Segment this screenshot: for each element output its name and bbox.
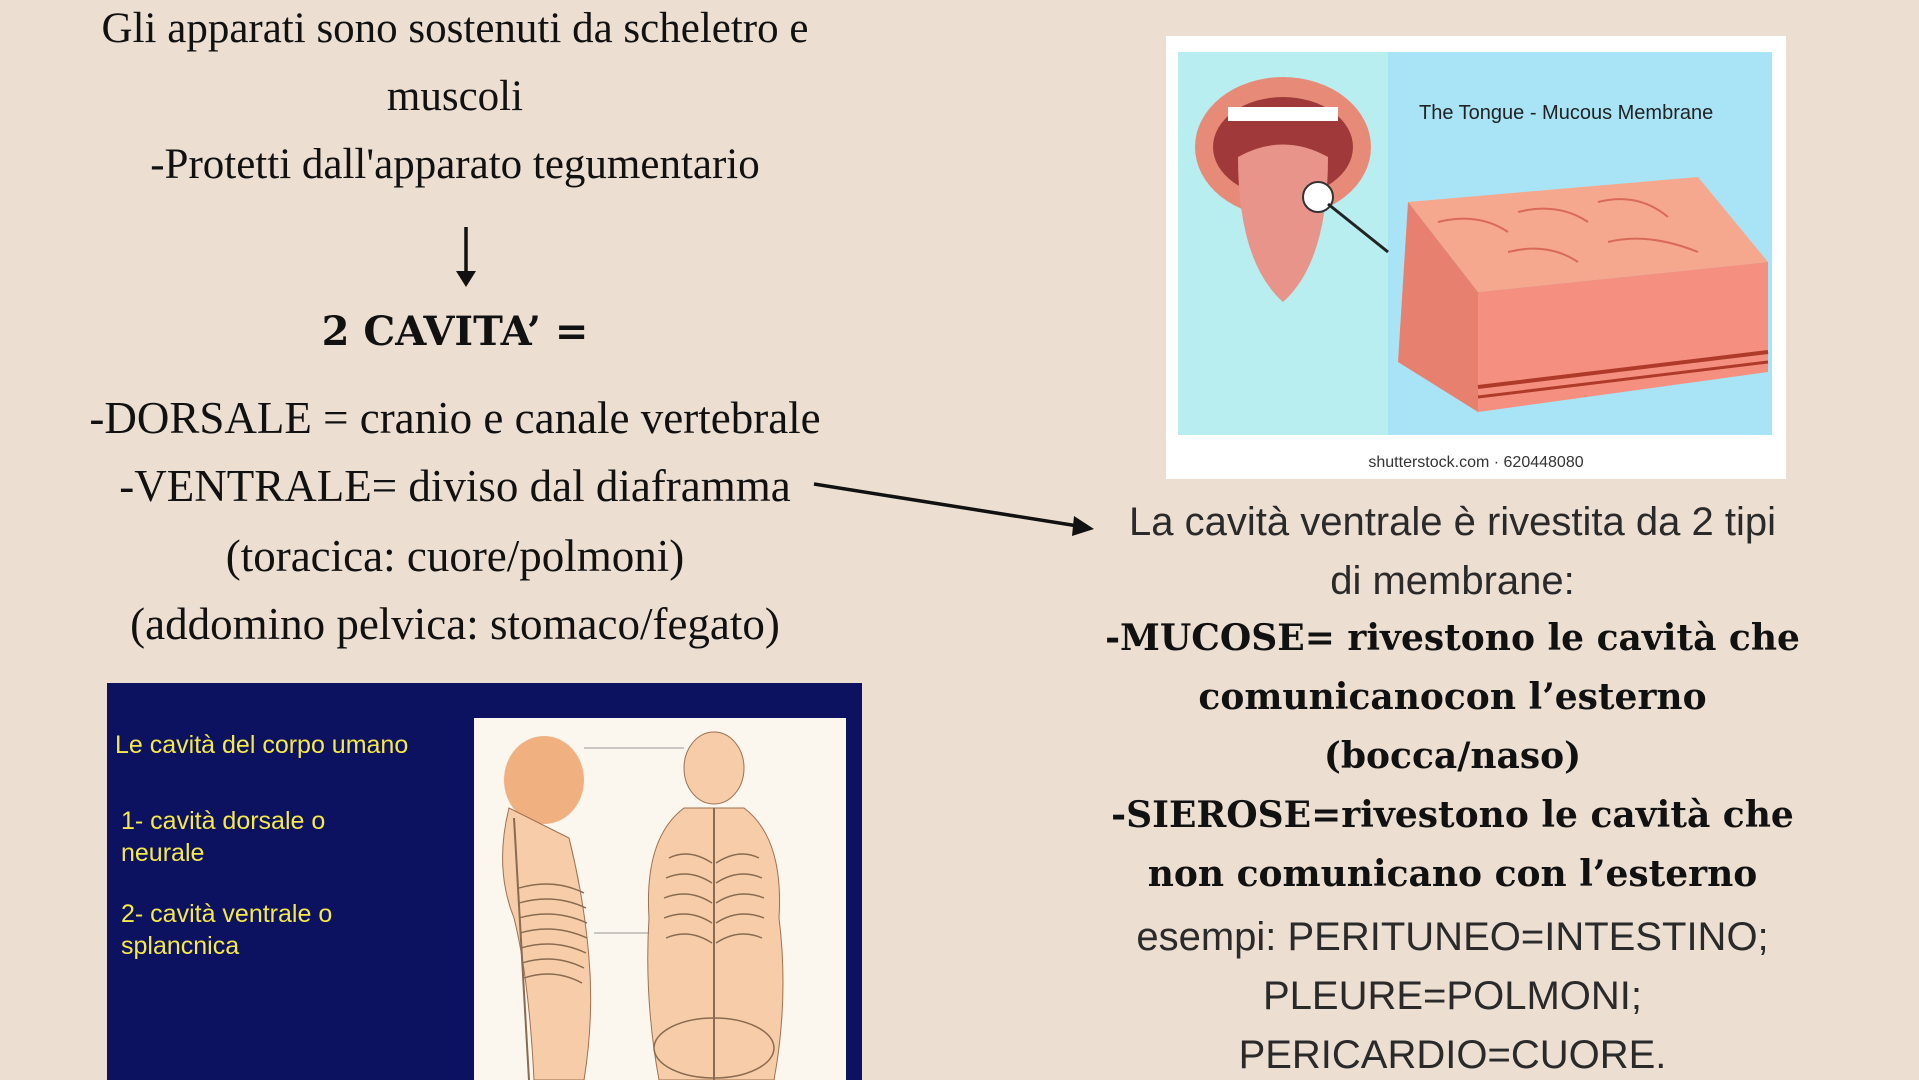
intro-line-1: Gli apparati sono sostenuti da scheletro e: [101, 5, 809, 52]
dorsale-line: -DORSALE = cranio e canale vertebrale: [89, 393, 821, 443]
anatomy-illustration: [474, 718, 846, 1080]
body-cavity-slide: [107, 683, 862, 1080]
slide-title: Le cavità del corpo umano: [115, 731, 409, 759]
esempi-line-2: PLEURE=POLMONI;: [1262, 974, 1642, 1018]
esempi-line-1: esempi: PERITUNEO=INTESTINO;: [1136, 915, 1769, 959]
tongue-image-credit: shutterstock.com · 620448080: [1368, 454, 1584, 471]
connector-arrow-icon: [810, 470, 1100, 540]
mucose-line-3: (bocca/naso): [1323, 735, 1582, 777]
mucose-line-2: comunicanocon l’esterno: [1198, 676, 1707, 718]
esempi-line-3: PERICARDIO=CUORE.: [1238, 1033, 1667, 1077]
slide-item-2-line-b: splancnica: [121, 932, 240, 960]
mucose-line-1: -MUCOSE= rivestono le cavità che: [1105, 617, 1800, 659]
intro-line-3: -Protetti dall'apparato tegumentario: [150, 141, 760, 188]
tongue-image: [1166, 36, 1786, 479]
toracica-line: (toracica: cuore/polmoni): [225, 531, 685, 581]
sierose-line-1: -SIEROSE=rivestono le cavità che: [1111, 794, 1794, 836]
intro-line-2: muscoli: [386, 73, 524, 120]
cavities-heading: 2 CAVITA’ =: [321, 308, 589, 355]
slide-item-1: [121, 805, 325, 869]
slide-item-1-line-b: neurale: [121, 839, 205, 867]
membranes-intro-line-1: La cavità ventrale è rivestita da 2 tipi: [1128, 500, 1776, 544]
membranes-intro-line-2: di membrane:: [1330, 559, 1575, 603]
slide-item-2: [121, 898, 332, 962]
slide-item-1-line-a: 1- cavità dorsale o: [121, 807, 326, 835]
down-arrow-icon: [452, 225, 480, 289]
slide-item-2-line-a: 2- cavità ventrale o: [121, 900, 333, 928]
ventrale-line: -VENTRALE= diviso dal diaframma: [119, 461, 791, 511]
addominale-line: (addomino pelvica: stomaco/fegato): [130, 599, 780, 649]
tongue-image-title: The Tongue - Mucous Membrane: [1419, 102, 1714, 124]
sierose-line-2: non comunicano con l’esterno: [1147, 853, 1758, 895]
